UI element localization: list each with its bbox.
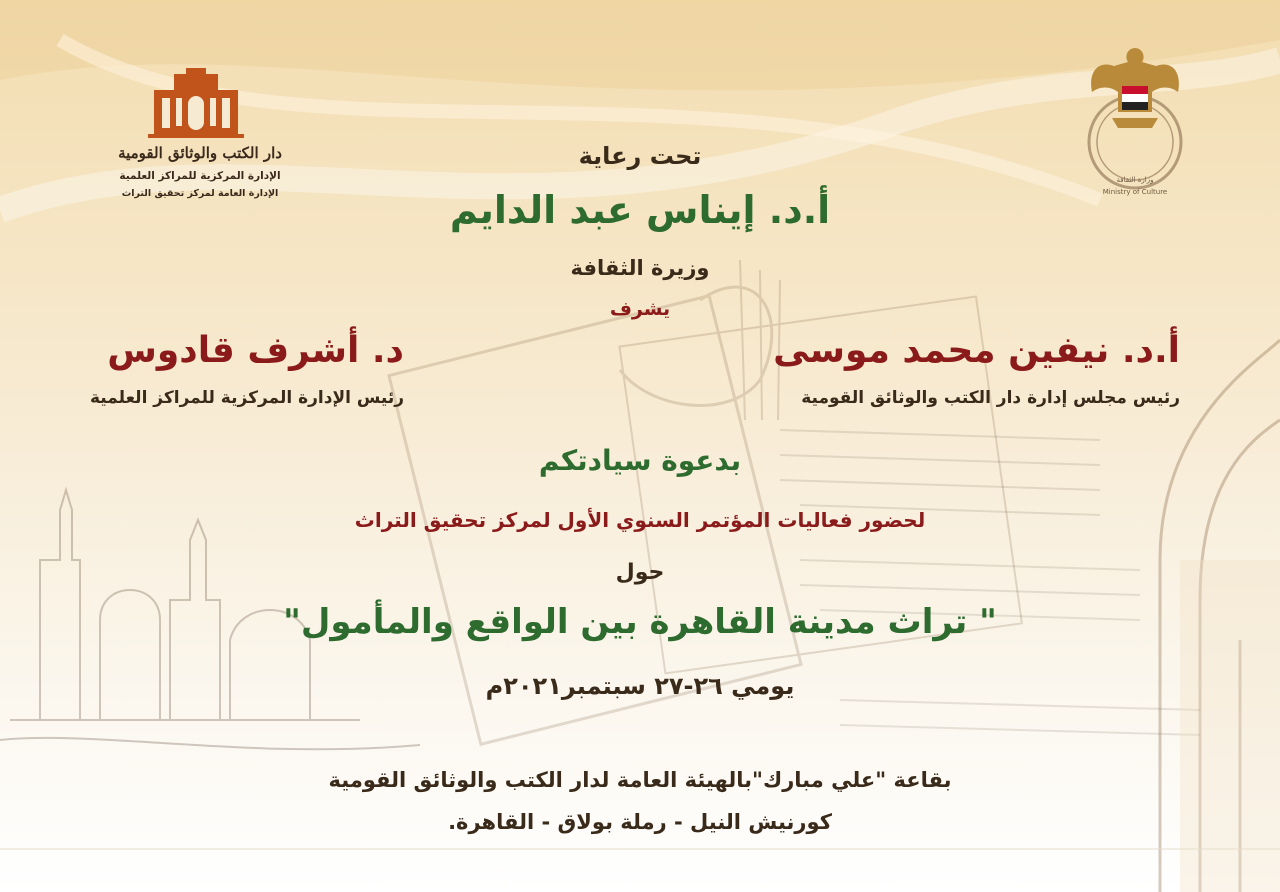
conference-date: يومي ٢٦-٢٧ سبتمبر٢٠٢١م [485, 672, 795, 700]
egyptian-eagle-emblem-icon [1082, 42, 1188, 212]
ministry-label-ar: وزارة الثقافة [1116, 176, 1154, 184]
patronage-heading: تحت رعاية [578, 142, 702, 170]
invitation-purpose: لحضور فعاليات المؤتمر السنوي الأول لمركز تحقيق التراث [354, 508, 926, 532]
library-building-icon [148, 68, 244, 140]
host-left-name: د. أشرف قادوس [107, 330, 404, 371]
library-subtitle-2: الإدارة العامة لمركز تحقيق التراث [121, 188, 279, 199]
ministry-of-culture-logo [1082, 42, 1188, 212]
host-left-title: رئيس الإدارة المركزية للمراكز العلمية [90, 388, 404, 408]
minister-title: وزيرة الثقافة [570, 256, 710, 280]
host-right-name: أ.د. نيفين محمد موسى [773, 330, 1180, 371]
invitation-about: حول [615, 560, 665, 585]
library-name: دار الكتب والوثائق القومية [118, 144, 282, 162]
honor-verb: يشرف [609, 298, 671, 320]
host-right-title: رئيس مجلس إدارة دار الكتب والوثائق القومية [801, 388, 1180, 408]
minister-name: أ.د. إيناس عبد الدايم [449, 188, 831, 232]
invitation-call: بدعوة سيادتكم [538, 444, 742, 477]
venue-address: كورنيش النيل - رملة بولاق - القاهرة. [448, 810, 832, 834]
library-subtitle-1: الإدارة المركزية للمراكز العلمية [119, 170, 281, 182]
venue-hall: بقاعة "علي مبارك"بالهيئة العامة لدار الكتب والوثائق القومية [328, 768, 952, 792]
ministry-label-en: Ministry of Culture [1102, 188, 1168, 196]
conference-topic: " تراث مدينة القاهرة بين الواقع والمأمول" [283, 602, 997, 642]
